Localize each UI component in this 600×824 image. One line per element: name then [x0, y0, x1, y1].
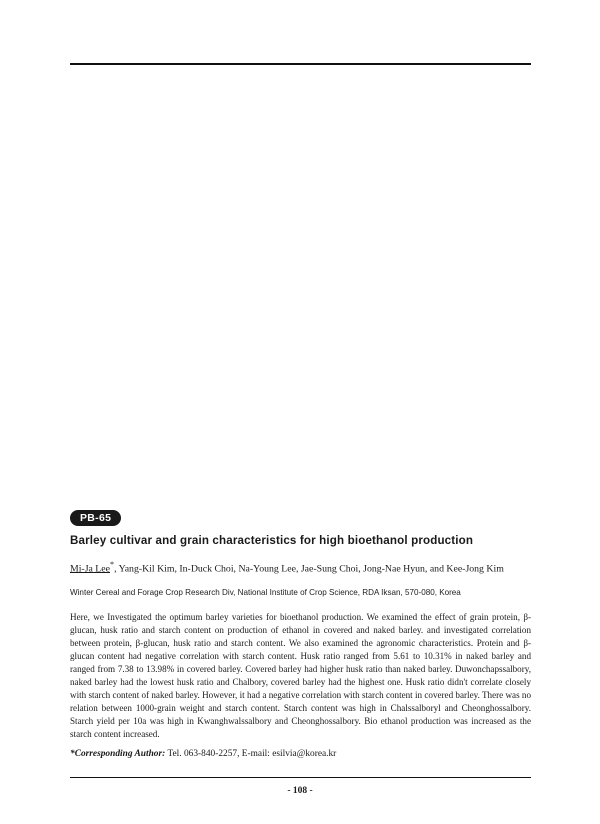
abstract-title: Barley cultivar and grain characteristics for high bioethanol production [70, 534, 474, 547]
abstract-body: Here, we Investigated the optimum barley varieties for bioethanol production. We examined the effect of grain protein, β-glucan, husk ratio and starch content on production of ethanol in covered and naked barley. and investigated correlation between protein, β-glucan, husk ratio and starch content. We also examined the agronomic characteristics. Protein and β-glucan content had negative correlation with starch content. Husk ratio ranged from 5.61 to 10.31% in naked barley and ranged from 7.38 to 13.98% in covered barley. Covered barley had higher husk ratio than naked barley. Duwonchapssalbory, naked barley had the lowest husk ratio and Chalbory, covered barley had the highest one. Husk ratio didn't correlate closely with starch content of naked barley. However, it had a negative correlation with starch content in covered barley. There was no relation between 1000-grain weight and starch content. Starch content was high in Chalssalboryl and Cheonghossalbory. Starch yield per 10a was high in Kwanghwalssalbory and Cheonghossalbory. Bio ethanol production was increased as the starch content increased. [70, 612, 531, 740]
top-rule [70, 63, 531, 65]
bottom-rule [70, 777, 531, 778]
corresponding-author-contact: Tel. 063-840-2257, E-mail: esilvia@korea.kr [165, 749, 337, 760]
affiliation: Winter Cereal and Forage Crop Research Div, National Institute of Crop Science, RDA Iksan, 570-080, Korea [70, 588, 461, 598]
lead-author: Mi-Ja Lee [70, 563, 110, 575]
corresponding-author-label: *Corresponding Author: [70, 749, 166, 760]
abstract-block [70, 508, 531, 759]
page-number: - 108 - [287, 786, 313, 796]
author-list [70, 560, 531, 574]
corresponding-author [70, 749, 531, 759]
abstract-code-badge: PB-65 [70, 510, 121, 526]
coauthors: , Yang-Kil Kim, In-Duck Choi, Na-Young Lee, Jae-Sung Choi, Jong-Nae Hyun, and Kee-Jong Kim [114, 563, 504, 575]
corresponding-mark: * [110, 560, 115, 569]
